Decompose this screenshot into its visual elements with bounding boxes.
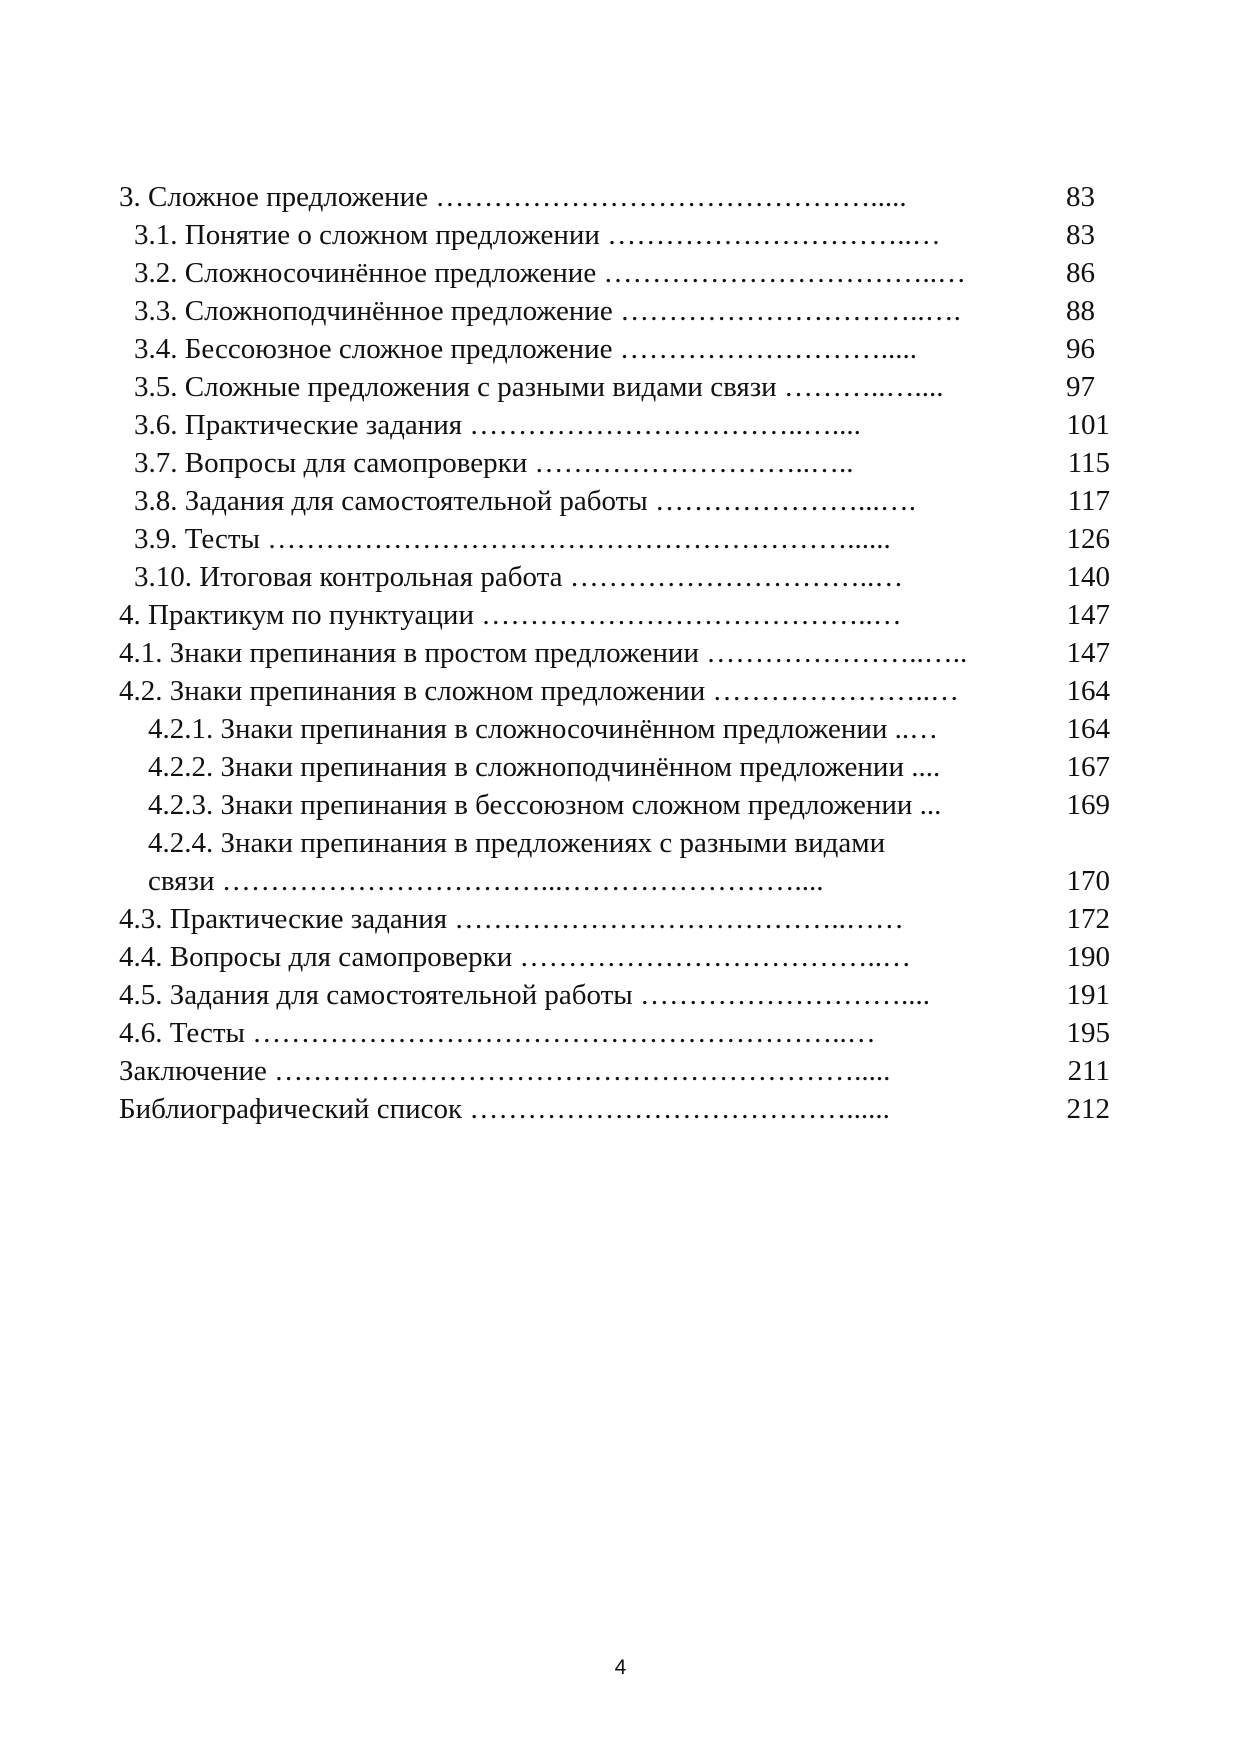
- toc-entry-leader: ....: [911, 751, 941, 783]
- toc-entry-leader: ………………………..…..: [534, 447, 854, 479]
- toc-entry-leader: …………………………………..…: [481, 599, 902, 631]
- toc-entry-page: 170: [1065, 862, 1111, 900]
- toc-entry: [119, 596, 1110, 634]
- toc-entry: [134, 406, 1110, 444]
- toc-entry: [134, 330, 1095, 368]
- toc-entry-title: 3.1. Понятие о сложном предложении: [134, 219, 600, 251]
- toc-entry-page: 83: [1064, 216, 1095, 254]
- toc-entry: [148, 824, 1110, 862]
- toc-entry-leader: …………………………………..……: [454, 903, 904, 935]
- toc-entry: [134, 558, 1110, 596]
- toc-entry-leader: ……………………………………………………......: [267, 523, 891, 555]
- toc-entry-leader: ………………………....: [640, 979, 931, 1011]
- toc-entry-page: 97: [1064, 368, 1095, 406]
- toc-entry-title: 4.4. Вопросы для самопроверки: [119, 941, 513, 973]
- toc-entry-title: 4.2.2. Знаки препинания в сложноподчинённом предложении: [148, 751, 904, 783]
- toc-entry: [134, 482, 1110, 520]
- toc-entry-page: 126: [1065, 520, 1111, 558]
- toc-entry-title: Заключение: [119, 1055, 267, 1087]
- toc-entry: [134, 520, 1110, 558]
- toc-entry-title: 3. Сложное предложение: [119, 181, 429, 213]
- toc-entry: [119, 634, 1110, 672]
- toc-entry-page: 83: [1064, 178, 1095, 216]
- toc-entry-title: 4. Практикум по пунктуации: [119, 599, 474, 631]
- toc-entry-title: 4.6. Тесты: [119, 1017, 245, 1049]
- toc-entry-leader: …………………..…..: [706, 637, 968, 669]
- toc-entry-page: 147: [1065, 634, 1111, 672]
- toc-entry: [119, 900, 1110, 938]
- toc-entry-page: 140: [1065, 558, 1111, 596]
- toc-entry: [119, 1014, 1110, 1052]
- toc-entry-page: 191: [1065, 976, 1111, 1014]
- toc-entry: [148, 786, 1110, 824]
- toc-entry-title: 3.6. Практические задания: [134, 409, 463, 441]
- toc-entry-leader: ……………………………...……………………....: [221, 865, 824, 897]
- toc-entry-leader: ..…: [894, 713, 939, 745]
- toc-entry-title: 4.3. Практические задания: [119, 903, 448, 935]
- toc-entry-leader: …………………………………......: [469, 1093, 890, 1125]
- toc-entry-title: 4.2.1. Знаки препинания в сложносочинённом предложении: [148, 713, 888, 745]
- toc-entry-leader: …………………...….: [655, 485, 917, 517]
- toc-entry-leader: ……………………………………….....: [435, 181, 907, 213]
- toc-entry-title: 3.9. Тесты: [134, 523, 260, 555]
- toc-entry-title: 3.10. Итоговая контрольная работа: [134, 561, 563, 593]
- toc-entry-leader: ………..…....: [783, 371, 944, 403]
- toc-entry-leader: ………………………………..…: [519, 941, 911, 973]
- toc-entry-leader: ……………………………………………………..…: [252, 1017, 876, 1049]
- toc-entry-title: 3.2. Сложносочинённое предложение: [134, 257, 597, 289]
- toc-entry-page: 190: [1065, 938, 1111, 976]
- toc-entry-page: 195: [1065, 1014, 1111, 1052]
- toc-entry: [119, 672, 1110, 710]
- toc-entry-title: 3.4. Бессоюзное сложное предложение: [134, 333, 613, 365]
- toc-entry: [134, 444, 1110, 482]
- toc-entry-page: 167: [1065, 748, 1111, 786]
- toc-entry-page: 86: [1064, 254, 1095, 292]
- toc-entry-leader: …………………………..…: [607, 219, 941, 251]
- toc-entry: [119, 938, 1110, 976]
- toc-entry-page: 88: [1064, 292, 1095, 330]
- toc-entry-title: 4.5. Задания для самостоятельной работы: [119, 979, 633, 1011]
- toc-entry-leader: …………………………………………………….....: [274, 1055, 891, 1087]
- toc-entry-leader: ……………………………..…: [603, 257, 966, 289]
- toc-entry: [119, 1090, 1110, 1128]
- toc-entry: [134, 254, 1095, 292]
- toc-entry-page: 101: [1065, 406, 1111, 444]
- toc-entry-leader: …………………..…: [712, 675, 959, 707]
- toc-entry-title: 3.3. Сложноподчинённое предложение: [134, 295, 613, 327]
- toc-entry-title: 3.5. Сложные предложения с разными видами связи: [134, 371, 777, 403]
- toc-entry: [119, 178, 1095, 216]
- toc-entry: [119, 1052, 1110, 1090]
- toc-entry-title: 4.2. Знаки препинания в сложном предложении: [119, 675, 706, 707]
- toc-entry: [119, 976, 1110, 1014]
- toc-entry-title: 3.7. Вопросы для самопроверки: [134, 447, 528, 479]
- toc-entry-page: 164: [1065, 710, 1111, 748]
- toc-entry-page: 212: [1065, 1090, 1111, 1128]
- toc-entry: [134, 368, 1095, 406]
- toc-entry-page: 117: [1066, 482, 1110, 520]
- toc-entry: [148, 748, 1110, 786]
- toc-entry-page: 96: [1064, 330, 1095, 368]
- toc-entry-leader: …………………………..…: [569, 561, 904, 593]
- toc-entry-page: 147: [1065, 596, 1111, 634]
- toc-entry-leader: ……………………………..…....: [469, 409, 861, 441]
- toc-entry-page: 211: [1066, 1052, 1110, 1090]
- toc-entry: [134, 292, 1095, 330]
- toc-entry: [148, 710, 1110, 748]
- toc-entry-leader: ……………………….....: [619, 333, 917, 365]
- page-number: 4: [614, 1656, 627, 1679]
- toc-entry: [134, 216, 1095, 254]
- toc-entry-page: 115: [1066, 444, 1110, 482]
- toc-entry-page: 164: [1065, 672, 1111, 710]
- toc-entry: [148, 862, 1110, 900]
- toc-entry-title: 3.8. Задания для самостоятельной работы: [134, 485, 648, 517]
- toc-entry-leader: …………………………..….: [620, 295, 961, 327]
- toc-entry-title: 4.2.4. Знаки препинания в предложениях с разными видами: [148, 827, 886, 859]
- toc-entry-title: 4.1. Знаки препинания в простом предложении: [119, 637, 699, 669]
- toc-entry-title: связи: [148, 865, 215, 897]
- toc-entry-page: 169: [1065, 786, 1111, 824]
- toc-entry-page: 172: [1065, 900, 1111, 938]
- toc-entry-title: 4.2.3. Знаки препинания в бессоюзном сложном предложении: [148, 789, 913, 821]
- toc-entry-leader: ...: [919, 789, 942, 821]
- toc-entry-title: Библиографический список: [119, 1093, 463, 1125]
